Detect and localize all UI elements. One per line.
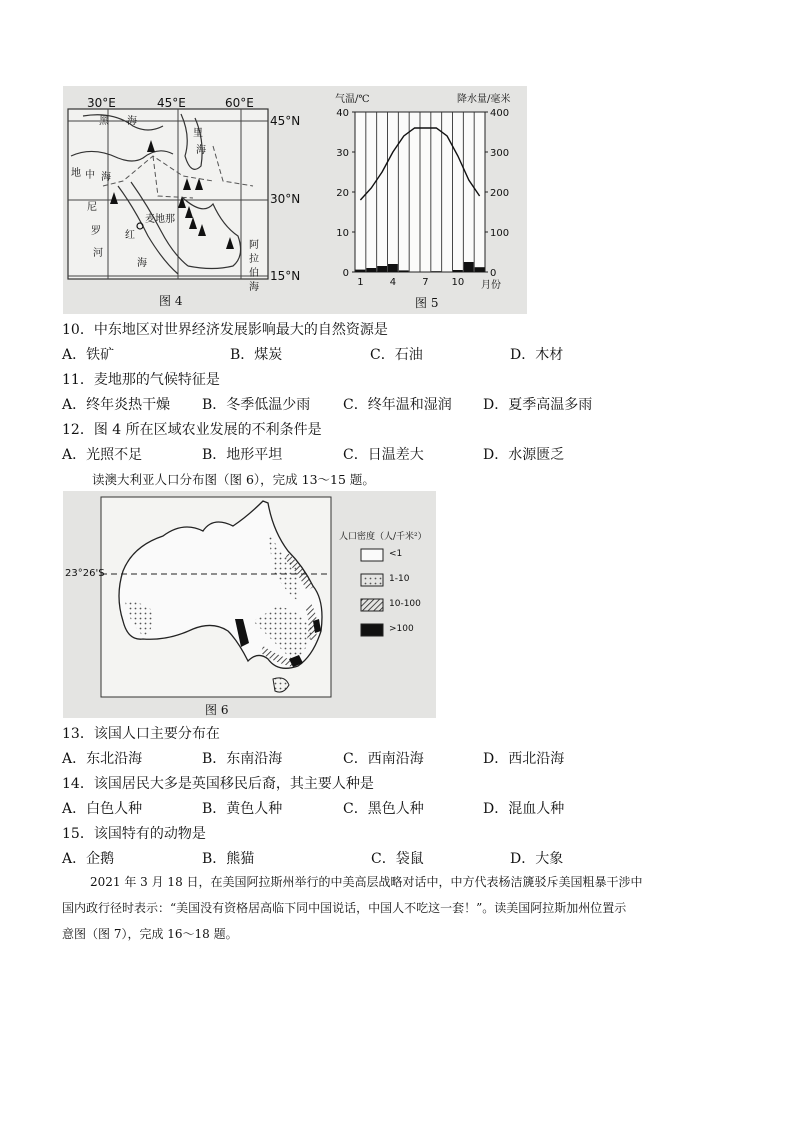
fig4-label-caspian-2: 海 — [196, 145, 206, 156]
fig4-label-nile-2: 罗 — [91, 226, 101, 237]
fig5-month-label: 月份 — [481, 280, 501, 291]
fig4-lat-30: 30°N — [270, 192, 301, 206]
fig5-right-axis-title: 降水量/毫米 — [457, 94, 511, 105]
q10-option-d[interactable]: D．木材 — [510, 347, 564, 363]
fig5-precip-bar — [431, 271, 441, 272]
q10-option-c[interactable]: C．石油 — [370, 347, 423, 363]
q13-option-a[interactable]: A．东北沿海 — [62, 751, 143, 767]
q14-option-d[interactable]: D．混血人种 — [483, 801, 565, 817]
fig5-left-tick-label: 20 — [336, 188, 349, 199]
fig6-legend-1-10: 1-10 — [389, 574, 410, 584]
fig5-precip-bar — [356, 270, 366, 272]
fig5-precip-bar — [366, 268, 376, 272]
fig5-caption: 图 5 — [415, 296, 439, 310]
q14-option-b[interactable]: B．黄色人种 — [202, 801, 283, 817]
q10-stem: 10．中东地区对世界经济发展影响最大的自然资源是 — [62, 322, 388, 338]
intro-fig7-line1: 2021 年 3 月 18 日，在美国阿拉斯州举行的中美高层战略对话中，中方代表杨洁篪驳斥美国粗暴干涉中 — [90, 875, 643, 889]
fig5-left-tick-label: 40 — [336, 108, 349, 119]
fig5-right-tick-label: 100 — [490, 228, 510, 239]
intro-fig7-line2: 国内政行径时表示：“美国没有资格居高临下同中国说话，中国人不吃这一套！”。读美国阿拉斯加州位置示 — [62, 901, 627, 915]
q13-option-d[interactable]: D．西北沿海 — [483, 751, 565, 767]
q15-stem: 15．该国特有的动物是 — [62, 826, 206, 842]
fig4-label-nile-1: 尼 — [87, 202, 97, 213]
q10-option-b[interactable]: B．煤炭 — [230, 347, 283, 363]
fig4-lon-60: 60°E — [225, 96, 254, 110]
fig4-label-caspian-1: 里 — [193, 128, 203, 139]
intro-fig6: 读澳大利亚人口分布图（图 6），完成 13～15 题。 — [92, 472, 375, 487]
fig5-chart — [336, 108, 509, 288]
q15-option-c[interactable]: C．袋鼠 — [371, 851, 424, 867]
fig4-lat-15: 15°N — [270, 269, 301, 283]
q11-option-b[interactable]: B．冬季低温少雨 — [202, 397, 311, 413]
q12-option-d[interactable]: D．水源匮乏 — [483, 447, 565, 463]
legend-swatch-1-10 — [361, 574, 383, 586]
fig5-left-tick-label: 30 — [336, 148, 349, 159]
fig4-lon-30: 30°E — [87, 96, 116, 110]
fig5-left-tick-label: 10 — [336, 228, 349, 239]
fig4-label-black-2: 海 — [127, 116, 137, 127]
fig6-legend-title: 人口密度（人/千米²） — [339, 532, 427, 542]
fig5-precip-bar — [377, 266, 387, 272]
fig5-x-tick-label: 10 — [451, 277, 465, 288]
q12-option-c[interactable]: C．日温差大 — [343, 447, 424, 463]
fig5-precip-bar — [453, 270, 463, 272]
legend-swatch-gt100 — [361, 624, 383, 636]
fig4-label-arab-2: 拉 — [249, 254, 259, 265]
fig6-legend-10-100: 10-100 — [389, 599, 421, 609]
legend-swatch-lt1 — [361, 549, 383, 561]
fig6-tropic-label: 23°26'S — [65, 568, 105, 579]
fig5-left-axis-title: 气温/℃ — [335, 94, 370, 105]
fig4-label-red-2: 海 — [137, 258, 147, 269]
fig4-label-medina: 麦地那 — [145, 214, 175, 225]
fig5-right-tick-label: 300 — [490, 148, 510, 159]
fig6-legend-gt100: >100 — [389, 624, 414, 634]
fig4-label-red-1: 红 — [125, 230, 135, 241]
q10-option-a[interactable]: A．铁矿 — [62, 347, 115, 363]
q12-stem: 12．图 4 所在区域农业发展的不利条件是 — [62, 422, 322, 438]
fig5-precip-bar — [464, 262, 474, 272]
fig4-label-arab-3: 伯 — [249, 268, 259, 279]
fig4-label-arab-1: 阿 — [249, 240, 259, 251]
figure-6-svg — [63, 491, 436, 718]
fig6-legend-lt1: <1 — [389, 549, 403, 559]
fig5-right-tick-label: 200 — [490, 188, 510, 199]
fig5-x-tick-label: 4 — [389, 277, 397, 288]
fig4-lat-45: 45°N — [270, 114, 301, 128]
q11-option-d[interactable]: D．夏季高温多雨 — [483, 397, 593, 413]
fig4-lon-45: 45°E — [157, 96, 186, 110]
q14-option-a[interactable]: A．白色人种 — [62, 801, 143, 817]
intro-fig7-line3: 意图（图 7），完成 16～18 题。 — [62, 927, 238, 941]
fig4-label-med-3: 海 — [101, 172, 111, 183]
fig5-precip-bar — [475, 267, 485, 272]
fig5-right-tick-label: 400 — [490, 108, 510, 119]
fig5-x-tick-label: 1 — [357, 277, 364, 288]
fig5-precip-bar — [388, 264, 398, 272]
figure-6-photo — [63, 491, 436, 718]
q15-option-d[interactable]: D．大象 — [510, 851, 564, 867]
q15-option-a[interactable]: A．企鹅 — [62, 851, 115, 867]
q14-option-c[interactable]: C．黑色人种 — [343, 801, 424, 817]
figure-4-5-photo — [63, 86, 527, 314]
q12-option-a[interactable]: A．光照不足 — [62, 447, 143, 463]
fig4-label-med-2: 中 — [85, 170, 95, 181]
legend-swatch-10-100 — [361, 599, 383, 611]
fig5-right-tick-label: 0 — [490, 268, 497, 279]
q11-option-a[interactable]: A．终年炎热干燥 — [62, 397, 171, 413]
q12-option-b[interactable]: B．地形平坦 — [202, 447, 283, 463]
fig6-caption: 图 6 — [205, 703, 229, 717]
q14-stem: 14．该国居民大多是英国移民后裔，其主要人种是 — [62, 776, 374, 792]
fig4-caption: 图 4 — [159, 294, 183, 308]
q11-option-c[interactable]: C．终年温和湿润 — [343, 397, 452, 413]
fig4-label-black-1: 黑 — [99, 116, 109, 127]
fig5-left-tick-label: 0 — [342, 268, 349, 279]
fig5-precip-bar — [399, 270, 409, 272]
q11-stem: 11．麦地那的气候特征是 — [62, 372, 220, 388]
q15-option-b[interactable]: B．熊猫 — [202, 851, 255, 867]
q13-option-c[interactable]: C．西南沿海 — [343, 751, 424, 767]
fig4-label-med-1: 地 — [71, 168, 81, 179]
fig4-label-nile-3: 河 — [93, 248, 103, 259]
q13-stem: 13．该国人口主要分布在 — [62, 726, 220, 742]
fig4-label-arab-4: 海 — [249, 282, 259, 293]
q13-option-b[interactable]: B．东南沿海 — [202, 751, 283, 767]
fig5-x-tick-label: 7 — [422, 277, 429, 288]
